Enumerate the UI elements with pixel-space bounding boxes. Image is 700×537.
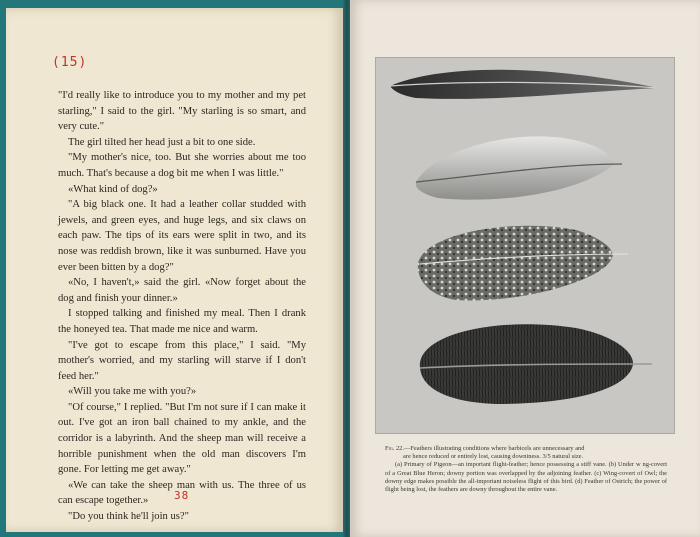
- heron-feather: [416, 136, 622, 199]
- owl-feather: [418, 226, 628, 301]
- caption-line-1: —Feathers illustrating conditions where barbicels are unnecessary and: [403, 445, 585, 452]
- left-page: [6, 8, 344, 532]
- paragraph: "I'd really like to introduce you to my mother and my pet starling," I said to the girl. "My starling is so smart, and very cute.": [58, 90, 306, 133]
- caption-description: (a) Primary of Pigeon—an important flight-feather; hence possessing a stiff vane. (b) Under w ng-covert of a Great Blue Heron; downy portion was overlapped by the adjoining feather. (c) Wing-covert of Owl; the downy edge makes possible the all-important noiseless flight of this bird. (d) Feather of Ostrich; the power of flight being lost, the feathers are downy throughout the entire vane.: [385, 461, 667, 494]
- paragraph: "Of course," I replied. "But I'm not sure if I can make it out. I've got an iron ball chained to my ankle, and the corridor is a labyrinth. And the sheep man will receive a horrible punishment when the old man discovers I'm gone. For letting me get away.": [58, 401, 306, 476]
- paragraph: «No, I haven't,» said the girl. «Now forget about the dog and finish your dinner.»: [58, 277, 306, 304]
- story-text: [58, 88, 306, 525]
- pigeon-feather: [390, 70, 658, 99]
- paragraph: «What kind of dog?»: [68, 183, 158, 195]
- feathers-illustration: [376, 58, 676, 435]
- figure-label: Fig. 22.: [385, 445, 404, 452]
- paragraph: «Will you take me with you?»: [68, 386, 197, 398]
- paragraph: «We can take the sheep man with us. The three of us can escape together.»: [58, 479, 306, 507]
- paragraph: I stopped talking and finished my meal. Then I drank the honeyed tea. That made me nice and warm.: [58, 308, 306, 335]
- paragraph: The girl tilted her head just a bit to one side.: [68, 136, 256, 148]
- paragraph: "My mother's nice, too. But she worries about me too much. That's because a dog bit me when I was little.": [58, 152, 306, 179]
- feather-plate: [375, 57, 675, 434]
- caption-line-2: are hence reduced or entirely lost, causing downiness. 3/5 natural size.: [403, 453, 584, 461]
- handwritten-number: (15): [52, 55, 88, 70]
- paragraph: "A big black one. It had a leather collar studded with jewels, and green eyes, and huge legs, and six claws on each paw. The tips of its ears were split in two, and its nose was reddish brown, like it was sunburned. Have you ever been bitten by a dog?": [58, 199, 306, 273]
- caption-heading: [385, 445, 667, 453]
- page-number: 38: [174, 489, 190, 502]
- paragraph: "I've got to escape from this place," I said. "My mother's worried, and my starling will starve if I don't feed her.": [58, 339, 306, 382]
- paragraph: "Do you think he'll join us?": [68, 511, 189, 523]
- figure-caption: [385, 445, 667, 494]
- ostrich-feather: [420, 324, 652, 404]
